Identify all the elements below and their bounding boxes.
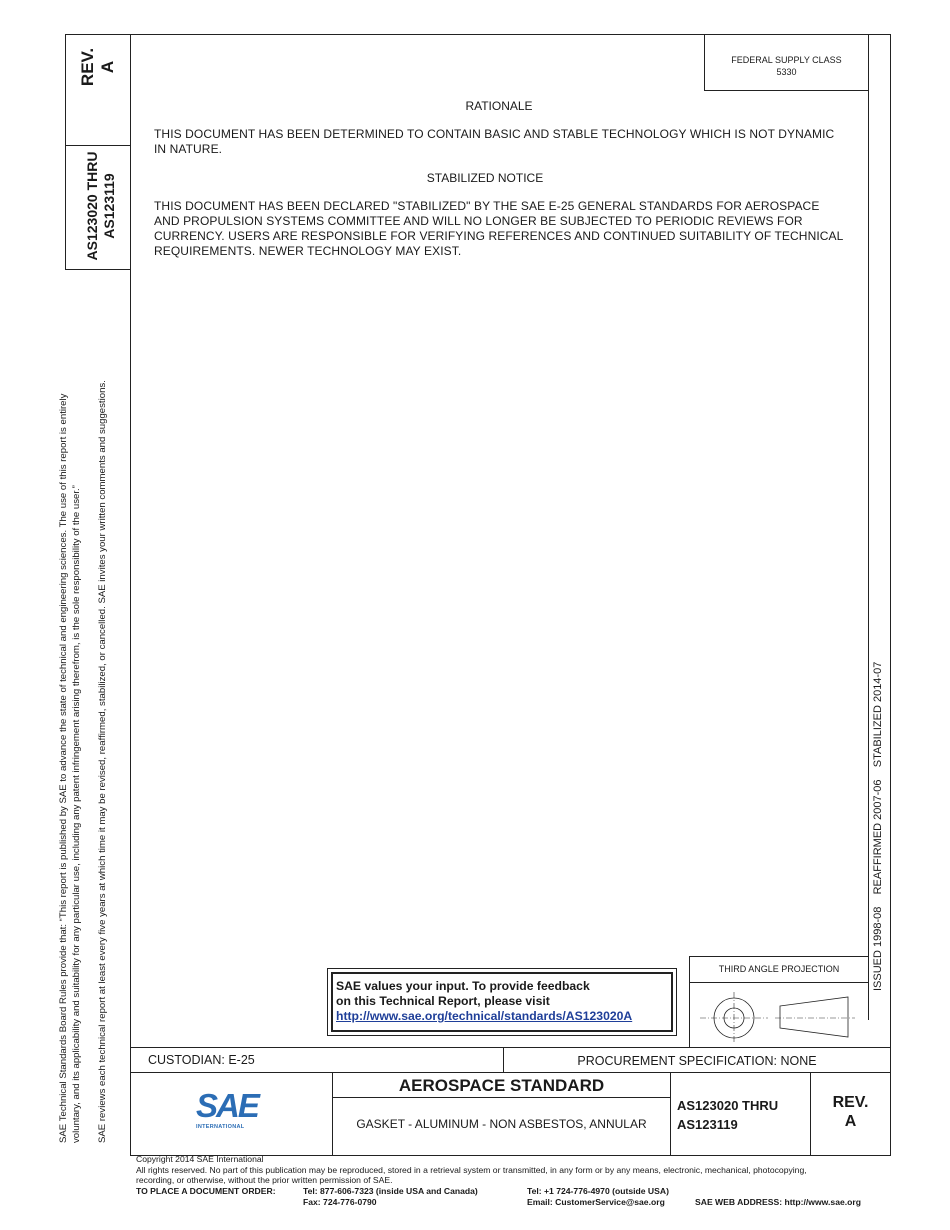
frame-right-inner — [868, 34, 869, 1020]
tb-row2 — [130, 1072, 891, 1073]
tb-title-underline — [332, 1097, 671, 1098]
federal-supply-class — [705, 54, 868, 78]
procurement: PROCUREMENT SPECIFICATION: NONE — [577, 1054, 817, 1068]
tb-doc-line2: AS123119 — [677, 1117, 738, 1132]
projection-label: THIRD ANGLE PROJECTION — [718, 964, 840, 974]
tb-rev-label: REV. — [832, 1094, 869, 1111]
frame-left — [65, 34, 66, 270]
order-label: TO PLACE A DOCUMENT ORDER: — [136, 1186, 276, 1196]
feedback-line1: SAE values your input. To provide feedback — [336, 979, 590, 993]
rights-notice-2: recording, or otherwise, without the prior written permission of SAE. — [136, 1175, 393, 1185]
feedback-line2: on this Technical Report, please visit — [336, 994, 550, 1008]
standard-title: AEROSPACE STANDARD — [398, 1076, 605, 1095]
side-divider-1 — [65, 145, 131, 146]
sae-logo — [196, 1087, 266, 1135]
sae-logo-subtext: INTERNATIONAL — [196, 1124, 245, 1130]
stabilized-text: THIS DOCUMENT HAS BEEN DECLARED "STABILIZED" BY THE SAE E-25 GENERAL STANDARDS FOR AEROSPACE AND PROPULSION SYSTEMS COMMITTEE AND WILL NO LONGER BE SUBJECTED TO PERIODIC REVIEWS FOR CURRENCY. USERS ARE RESPONSIBLE FOR VERIFYING REFERENCES AND CONTINUED SUITABILITY OF TECHNICAL REQUIREMENTS. NEWER TECHNOLOGY MAY EXIST. — [154, 199, 843, 258]
rationale-heading: RATIONALE — [465, 99, 533, 113]
fsc-label: FEDERAL SUPPLY CLASS — [731, 55, 842, 65]
tb-rev-value: A — [844, 1113, 857, 1130]
projection-divider — [689, 982, 869, 983]
tb-doc-line1: AS123020 THRU — [677, 1098, 779, 1113]
copyright: Copyright 2014 SAE International — [136, 1154, 264, 1164]
right-dates: ISSUED 1998-08 REAFFIRMED 2007-06 STABILIZED 2014-07 — [872, 661, 884, 991]
projection-top — [689, 956, 869, 957]
standard-subtitle: GASKET - ALUMINUM - NON ASBESTOS, ANNULAR — [356, 1117, 647, 1131]
left-note-2: voluntary, and its applicability and suitability for any particular use, including any patent infringement arising therefrom, is the sole responsibility of the user.” — [71, 485, 82, 1143]
frame-inner-left — [130, 34, 131, 1156]
frame-top — [65, 34, 891, 35]
side-doc-line1: AS123020 THRU — [84, 151, 100, 261]
rationale-text: THIS DOCUMENT HAS BEEN DETERMINED TO CONTAIN BASIC AND STABLE TECHNOLOGY WHICH IS NOT DYNAMIC IN NATURE. — [154, 127, 835, 156]
fsc-box-bottom — [704, 90, 868, 91]
feedback-link[interactable]: http://www.sae.org/technical/standards/AS123020A — [336, 1009, 633, 1023]
rights-notice: All rights reserved. No part of this publication may be reproduced, stored in a retrieval system or transmitted, in any form or by any means, electronic, mechanical, photocopying, — [136, 1164, 807, 1175]
left-note-3: SAE reviews each technical report at least every five years at which time it may be revised, reaffirmed, stabilized, or cancelled. SAE invites your written comments and suggestions. — [97, 380, 108, 1143]
web-address: SAE WEB ADDRESS: http://www.sae.org — [695, 1197, 861, 1207]
tel-usa: Tel: 877-606-7323 (inside USA and Canada) — [303, 1186, 478, 1196]
tb-doc-divider — [670, 1072, 671, 1156]
left-note-1: SAE Technical Standards Board Rules provide that: “This report is published by SAE to advance the state of technical and engineering sciences. The use of this report is entirely — [58, 393, 69, 1143]
tb-top — [130, 1047, 891, 1048]
side-rev-value: A — [98, 60, 117, 74]
footer — [136, 1154, 896, 1186]
feedback-box — [327, 968, 677, 1036]
fsc-value: 5330 — [776, 67, 797, 77]
side-doc-line2: AS123119 — [101, 173, 117, 239]
tb-doc-number — [677, 1096, 778, 1134]
fax: Fax: 724-776-0790 — [303, 1197, 377, 1207]
email: Email: CustomerService@sae.org — [527, 1197, 665, 1207]
stabilized-heading: STABILIZED NOTICE — [426, 171, 544, 185]
third-angle-projection-icon — [695, 988, 860, 1043]
side-rev-label: REV. — [78, 47, 97, 87]
tb-rev — [811, 1093, 890, 1131]
side-doc-number — [84, 150, 118, 262]
tel-intl: Tel: +1 724-776-4970 (outside USA) — [527, 1186, 669, 1196]
side-divider-2 — [65, 269, 131, 270]
frame-right — [890, 34, 891, 1156]
sae-logo-text: SAE — [196, 1087, 258, 1124]
side-rev — [78, 22, 118, 112]
feedback-text — [336, 979, 632, 1024]
custodian: CUSTODIAN: E-25 — [148, 1053, 255, 1067]
